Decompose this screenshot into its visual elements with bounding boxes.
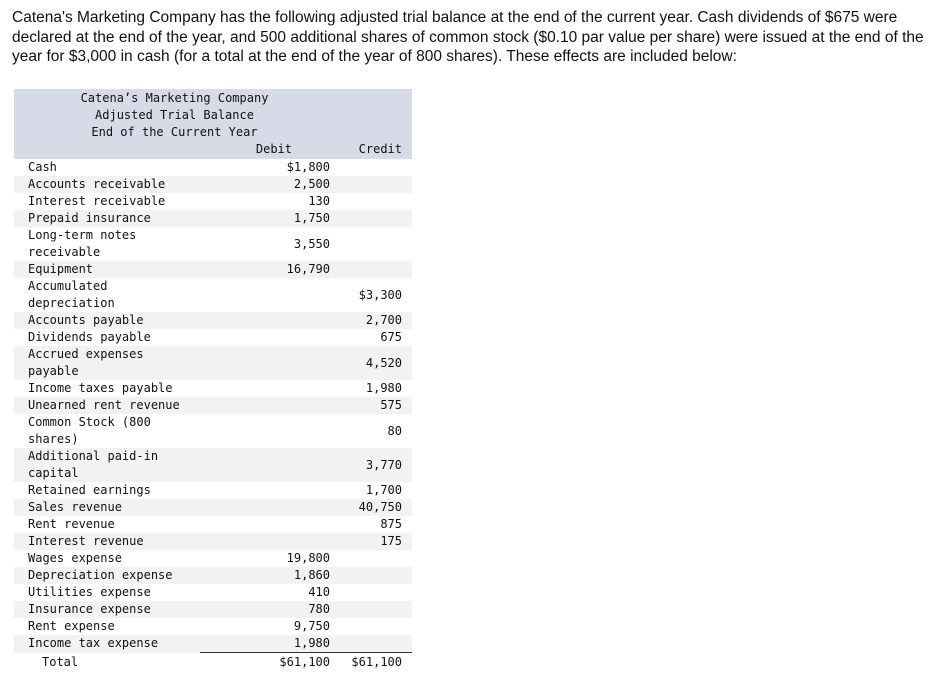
table-row (14, 278, 412, 312)
table-row (14, 618, 412, 635)
credit-amount: 1,700 (365, 483, 402, 497)
account-name: Insurance expense (14, 601, 200, 618)
credit-amount (335, 227, 412, 261)
table-row (14, 312, 412, 329)
debit-amount (200, 346, 335, 380)
table-row (14, 448, 412, 482)
account-name: Dividends payable (28, 330, 151, 344)
account-name: Retained earnings (28, 483, 151, 497)
debit-amount: 130 (308, 194, 330, 208)
total-row (14, 653, 412, 672)
credit-amount: 875 (380, 517, 402, 531)
account-name: Depreciation expense (14, 567, 200, 584)
debit-amount: 3,550 (293, 236, 330, 251)
table-row (14, 346, 412, 380)
credit-amount (335, 193, 412, 210)
trial-balance-rows (14, 159, 412, 671)
credit-amount (335, 567, 412, 584)
credit-amount: 675 (380, 330, 402, 344)
credit-amount (335, 176, 412, 193)
table-row (14, 533, 412, 550)
total-credit: $61,100 (335, 653, 412, 672)
table-row (14, 176, 412, 193)
table-row (14, 499, 412, 516)
debit-column-header: Debit (200, 141, 335, 159)
table-row (14, 584, 412, 601)
debit-amount: 9,750 (293, 619, 330, 633)
problem-statement: Catena's Marketing Company has the following adjusted trial balance at the end of the current year. Cash dividends of $675 were declared at the end of the year, and 500 additional shares of common stock ($0.10 par value per share) were issued at the end of the year for $3,000 in cash (for a total at the end of the year of 800 shares). These effects are included below: (12, 9, 924, 65)
debit-amount (200, 482, 335, 499)
debit-amount (200, 414, 335, 448)
credit-amount: 4,520 (335, 346, 412, 380)
table-row (14, 550, 412, 567)
debit-amount: 410 (308, 585, 330, 599)
account-name: Interest revenue (14, 533, 200, 550)
account-name: Wages expense (28, 551, 122, 565)
account-name: Accounts payable (14, 312, 200, 329)
debit-amount: 1,750 (200, 210, 335, 227)
account-name: Long-term notes receivable (28, 228, 137, 259)
credit-amount: 2,700 (335, 312, 412, 329)
account-name: Prepaid insurance (14, 210, 200, 227)
total-label: Total (42, 654, 79, 669)
debit-amount (200, 312, 335, 329)
account-name: Interest receivable (28, 194, 166, 208)
report-title: Adjusted Trial Balance (14, 107, 335, 124)
debit-amount (200, 533, 335, 550)
credit-amount (335, 618, 412, 635)
trial-balance-table (14, 89, 412, 671)
credit-amount (335, 261, 412, 278)
debit-amount: 19,800 (286, 551, 330, 565)
company-name: Catena’s Marketing Company (14, 89, 335, 107)
account-name: Common Stock (800 shares) (28, 415, 151, 446)
debit-amount: 16,790 (200, 261, 335, 278)
total-debit: $61,100 (200, 653, 335, 672)
account-name: Income taxes payable (28, 381, 173, 395)
credit-amount: 175 (335, 533, 412, 550)
table-row (14, 193, 412, 210)
debit-amount (200, 380, 335, 397)
account-name: Cash (28, 160, 57, 174)
credit-amount: $3,300 (358, 287, 402, 302)
debit-amount: 780 (200, 601, 335, 618)
account-name: Additional paid-in capital (14, 448, 200, 482)
account-name: Unearned rent revenue (14, 397, 200, 414)
debit-amount (200, 329, 335, 346)
account-name: Accrued expenses payable (14, 346, 200, 380)
table-row (14, 159, 412, 176)
credit-amount: 40,750 (335, 499, 412, 516)
debit-amount (200, 448, 335, 482)
table-row (14, 210, 412, 227)
account-name: Utilities expense (28, 585, 151, 599)
credit-amount: 575 (335, 397, 412, 414)
table-row (14, 329, 412, 346)
credit-amount (335, 601, 412, 618)
table-row (14, 482, 412, 499)
report-period: End of the Current Year (14, 124, 335, 141)
table-row (14, 635, 412, 653)
table-row (14, 601, 412, 618)
credit-amount: 3,770 (335, 448, 412, 482)
credit-column-header: Credit (335, 141, 412, 159)
credit-amount (335, 159, 412, 176)
debit-amount (200, 278, 335, 312)
credit-amount (335, 635, 412, 653)
account-name: Accumulated depreciation (28, 279, 115, 310)
table-row (14, 380, 412, 397)
table-row (14, 261, 412, 278)
credit-amount: 80 (387, 423, 402, 438)
debit-amount (200, 516, 335, 533)
credit-amount (335, 210, 412, 227)
table-row (14, 567, 412, 584)
account-name: Rent revenue (28, 517, 115, 531)
debit-amount: $1,800 (286, 160, 330, 174)
account-name: Sales revenue (14, 499, 200, 516)
debit-amount (200, 499, 335, 516)
debit-amount: 1,860 (200, 567, 335, 584)
credit-amount (335, 550, 412, 567)
debit-amount: 2,500 (200, 176, 335, 193)
credit-amount (335, 584, 412, 601)
account-name: Rent expense (28, 619, 115, 633)
table-row (14, 397, 412, 414)
account-name: Accounts receivable (14, 176, 200, 193)
table-row (14, 414, 412, 448)
account-name: Equipment (14, 261, 200, 278)
account-name: Income tax expense (14, 635, 200, 653)
debit-amount: 1,980 (200, 635, 335, 653)
credit-amount: 1,980 (365, 381, 402, 395)
debit-amount (200, 397, 335, 414)
table-row (14, 227, 412, 261)
table-row (14, 516, 412, 533)
